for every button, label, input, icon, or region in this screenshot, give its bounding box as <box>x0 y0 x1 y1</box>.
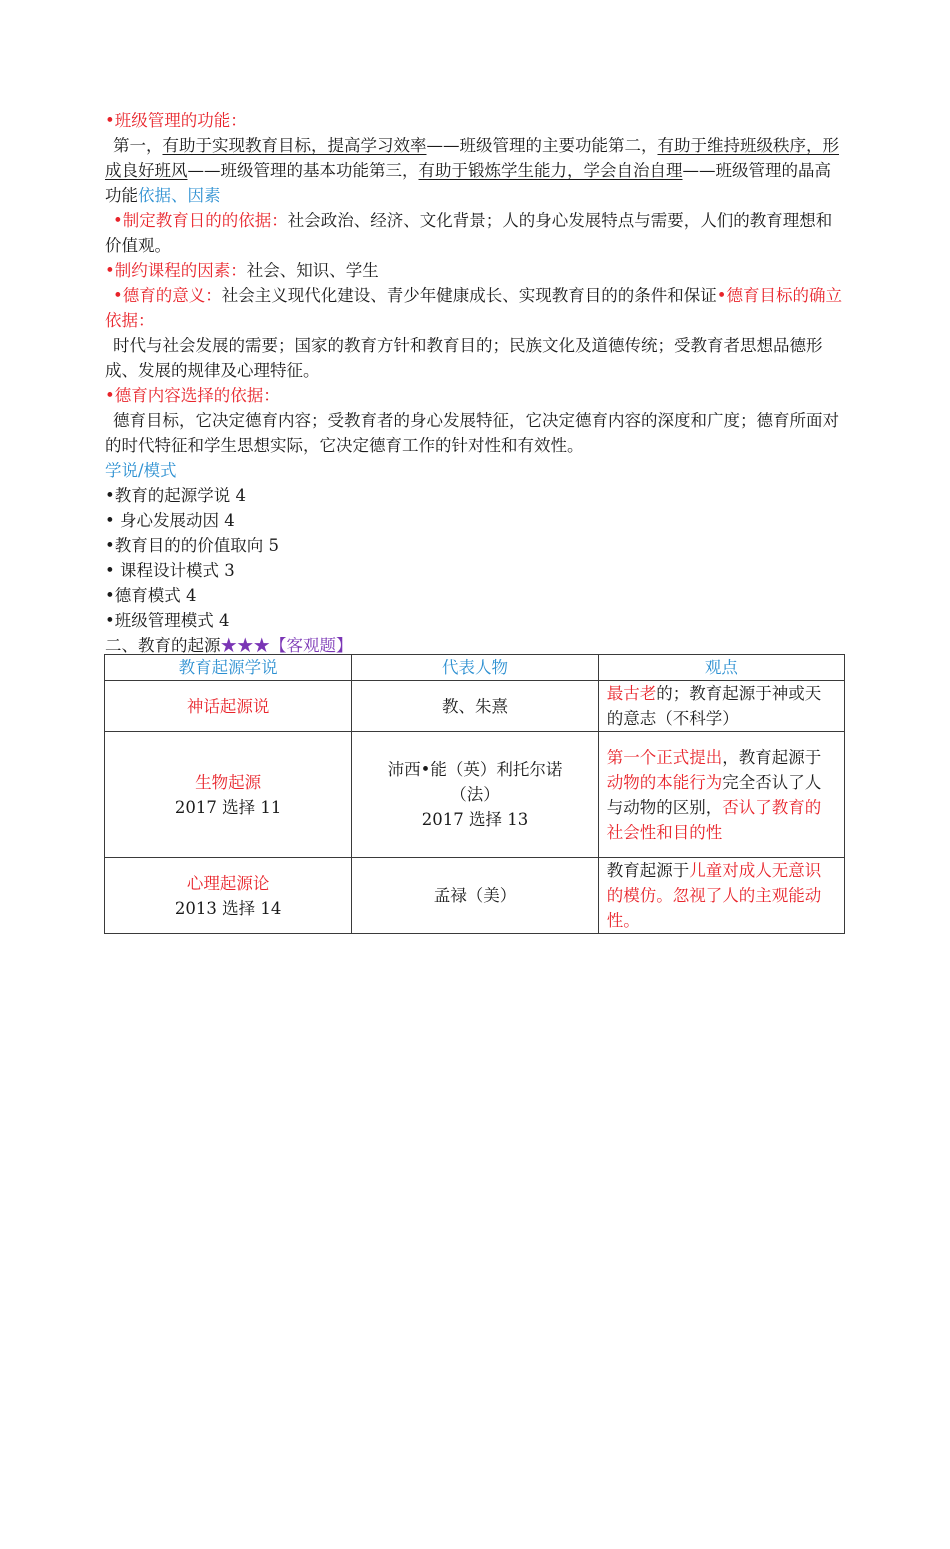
table-row <box>105 732 845 858</box>
view-text: 最古老 <box>606 684 657 703</box>
text-span: ——班级管理的主要功能第二， <box>426 136 658 155</box>
view-text: 儿童对成人无意识的模仿。忽视了人的主观能动性。 <box>606 861 822 930</box>
view-text: 完全否认了人与动物的区别， <box>606 772 822 817</box>
table-row <box>105 858 845 934</box>
moral-content-heading: •德育内容选择的依据： <box>105 386 280 405</box>
list-item: •德育模式 4 <box>105 586 197 605</box>
list-item: •班级管理模式 4 <box>105 611 230 630</box>
class-mgmt-functions <box>105 133 847 208</box>
column-header: 教育起源学说 <box>105 655 352 681</box>
class-mgmt-heading: •班级管理的功能： <box>105 111 247 130</box>
theory-cell <box>105 681 352 732</box>
view-cell <box>598 681 844 732</box>
question-type-tag: 【客观题】 <box>270 636 353 655</box>
exam-note: 2017 选择 13 <box>421 810 529 829</box>
table-header-row <box>105 655 845 681</box>
text-span: 社会主义现代化建设、青少年健康成长、实现教育目的的条件和保证 <box>221 286 717 305</box>
text-span: 社会政治、经济、文化背景；人的身心发展特点与需要，人们的教育理想和价值观。 <box>105 211 833 255</box>
text-span: 第一， <box>113 136 163 155</box>
theory-name: 生物起源 <box>195 772 262 792</box>
list-item: •教育目的的价值取向 5 <box>105 536 279 555</box>
view-text: 教育起源于 <box>606 861 690 880</box>
curriculum-factors <box>105 258 847 283</box>
label: •制约课程的因素： <box>105 261 247 280</box>
theory-cell <box>105 858 352 934</box>
list-item: •教育的起源学说 4 <box>105 486 246 505</box>
list-item: • 身心发展动因 4 <box>105 511 235 530</box>
person-cell <box>352 858 598 934</box>
theory-name: 心理起源论 <box>186 873 270 893</box>
moral-meaning <box>105 283 847 333</box>
underlined-text: 有助于维持班级秩序，形成良好班风 <box>105 136 839 180</box>
edu-aim-basis <box>105 208 847 258</box>
category-label: 依据、因素 <box>138 186 221 205</box>
origin-theories-table <box>104 654 845 934</box>
text-span: 社会、知识、学生 <box>246 261 379 280</box>
text-span: ——班级管理的晶高功能 <box>105 161 831 205</box>
label: •德育的意义： <box>113 286 222 305</box>
underlined-text: 有助于实现教育目标，提高学习效率 <box>162 136 427 155</box>
document-body <box>105 108 847 658</box>
view-text: ，教育起源于 <box>722 747 822 767</box>
exam-note: 2017 选择 11 <box>174 797 282 817</box>
view-cell <box>598 732 844 858</box>
person-name: 孟禄（美） <box>433 886 517 905</box>
table-row <box>105 681 845 732</box>
theories-heading: 学说/模式 <box>105 461 177 480</box>
theory-name: 神话起源说 <box>186 696 270 716</box>
text-span: 二、教育的起源 <box>105 636 221 655</box>
moral-goal-basis: 时代与社会发展的需要；国家的教育方针和教育目的；民族文化及道德传统；受教育者思想品德形成、发展的规律及心理特征。 <box>105 336 823 380</box>
list-item: • 课程设计模式 3 <box>105 561 235 580</box>
underlined-text: 有助于锻炼学生能力，学会自治自理 <box>418 161 683 180</box>
exam-note: 2013 选择 14 <box>174 898 282 918</box>
person-name: 教、朱熹 <box>442 696 508 716</box>
view-text: 第一个正式提出 <box>606 747 723 767</box>
view-text: 否认了教育的社会性和目的性 <box>606 797 822 842</box>
text-span: ——班级管理的基本功能第三， <box>187 161 419 180</box>
label: •制定教育日的的依据： <box>113 211 288 230</box>
person-cell <box>352 681 598 732</box>
person-cell <box>352 732 598 858</box>
view-text: 动物的本能行为 <box>606 772 723 792</box>
view-cell <box>598 858 844 934</box>
moral-content-basis: 德育目标，它决定德育内容；受教育者的身心发展特征，它决定德育内容的深度和广度；德育所面对的时代特征和学生思想实际，它决定德育工作的针对性和有效性。 <box>105 411 839 455</box>
view-text: 的；教育起源于神或天的意志（不科学） <box>606 684 822 728</box>
label: •德育目标的确立依据： <box>105 286 842 330</box>
column-header: 代表人物 <box>352 655 598 681</box>
theory-cell <box>105 732 352 858</box>
person-name: 沛西•能（英）利托尔诺（法） <box>387 760 563 804</box>
star-rating: ★★★ <box>220 636 270 655</box>
column-header: 观点 <box>598 655 844 681</box>
